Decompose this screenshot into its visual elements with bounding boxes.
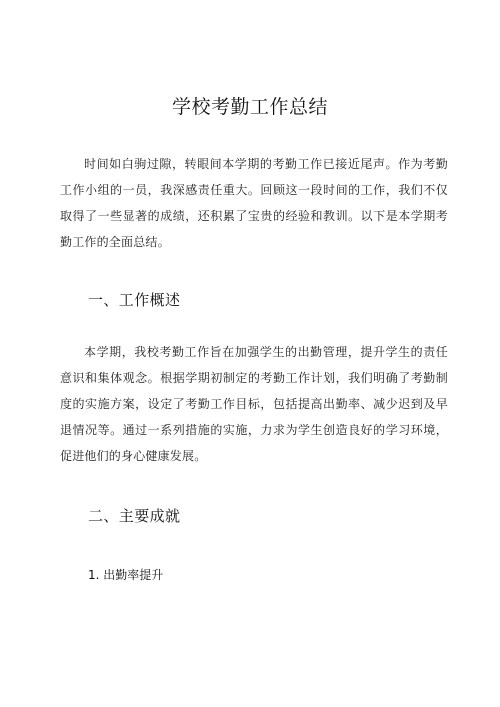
overview-paragraph: 本学期，我校考勤工作旨在加强学生的出勤管理，提升学生的责任意识和集体观念。根据学期初制定的考勤工作计划，我们明确了考勤制度的实施方案，设定了考勤工作目标，包括提高出勤率、减少迟到及早退情况等。通过一系列措施的实施，力求为学生创造良好的学习环境，促进他们的身心健康发展。: [60, 345, 448, 463]
section-heading-overview: 一、工作概述: [88, 291, 181, 309]
intro-paragraph: 时间如白驹过隙，转眼间本学期的考勤工作已接近尾声。作为考勤工作小组的一员，我深感责任重大。回顾这一段时间的工作，我们不仅取得了一些显著的成绩，还积累了宝贵的经验和教训。以下是本学期考勤工作的全面总结。: [60, 157, 448, 249]
subheading-attendance-rate: 1. 出勤率提升: [88, 568, 164, 582]
document-title: 学校考勤工作总结: [171, 96, 328, 118]
section-heading-achievements: 二、主要成就: [88, 507, 181, 525]
